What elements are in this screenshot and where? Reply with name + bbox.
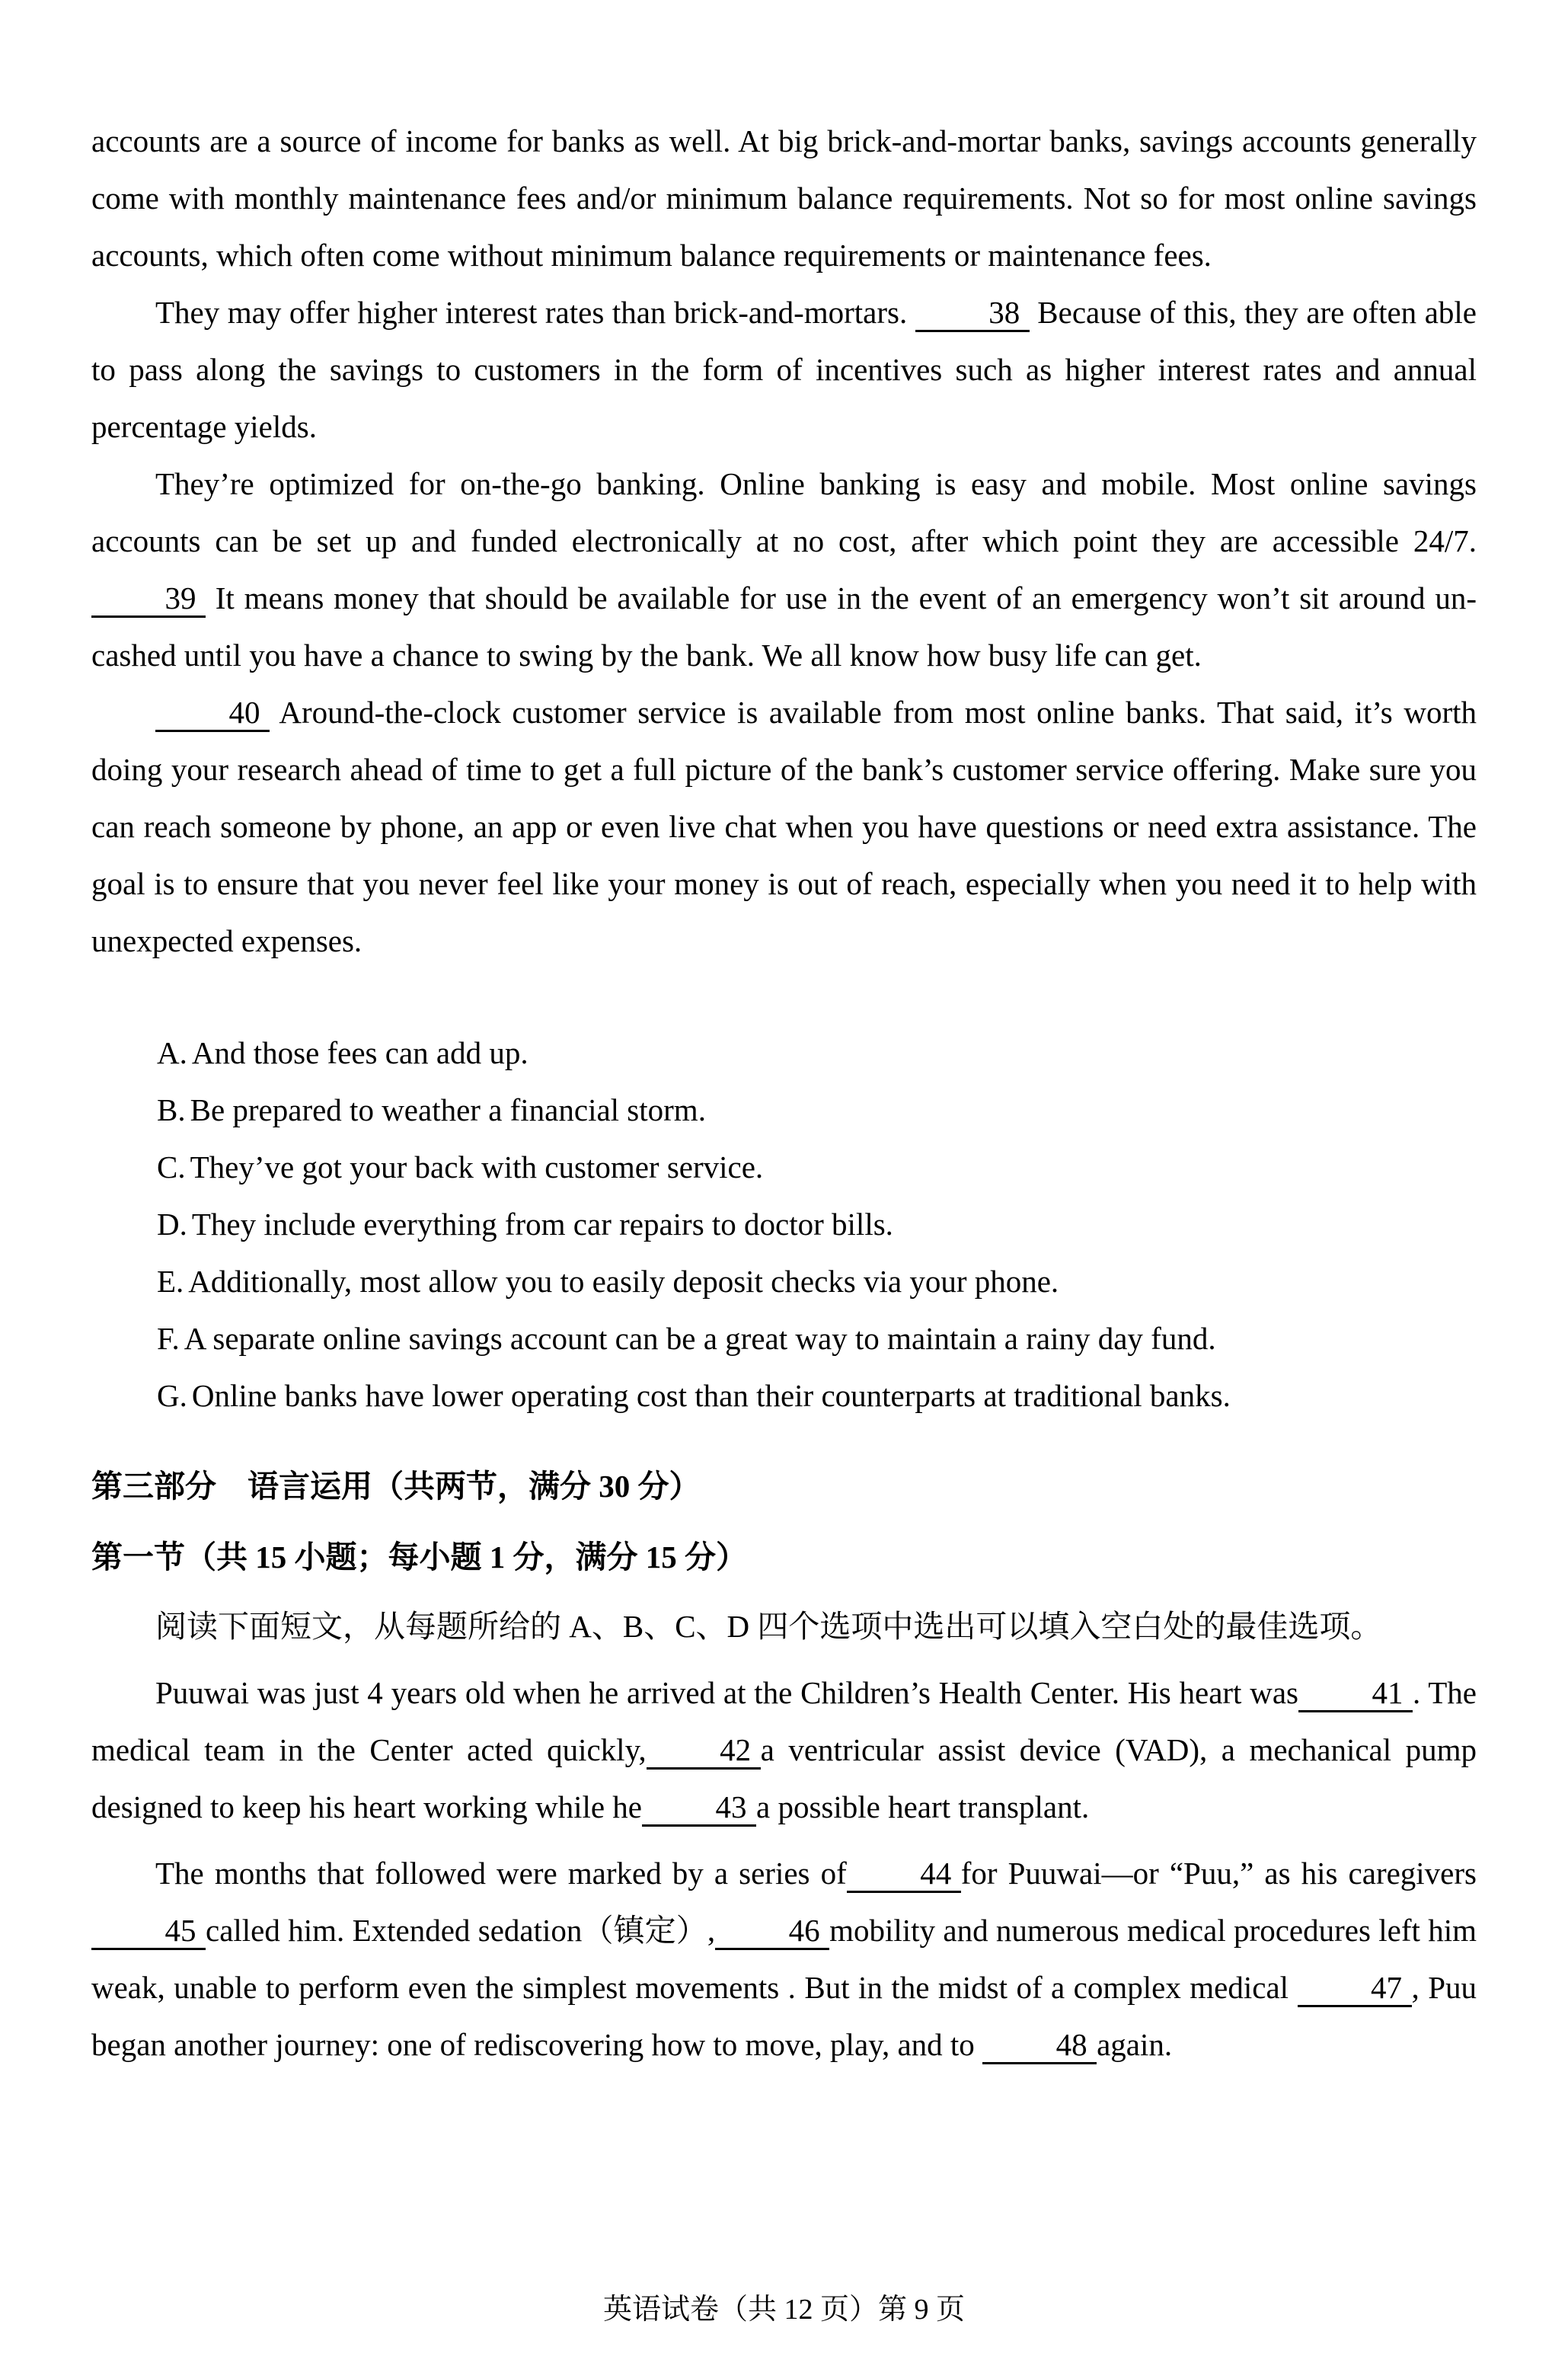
text-run: mobility and numerous medical procedures left him weak, unable to perform even the simplest movements . But in the midst of a complex medical: [91, 1913, 1477, 2005]
page-footer: 英语试卷（共 12 页）第 9 页: [602, 2294, 965, 2326]
option-F-text: A separate online savings account can be a great way to maintain a rainy day fund.: [184, 1321, 1216, 1356]
text-run: , Puu began another journey: one of rediscovering how to move, play, and to: [91, 1970, 1477, 2062]
text-run: They may offer higher interest rates than brick-and-mortars.: [155, 295, 915, 330]
text-run: a ventricular assist device (VAD), a mechanical pump designed to keep his heart working while he: [91, 1732, 1477, 1824]
option-E: [157, 1253, 1477, 1310]
option-E-label: E.: [157, 1264, 184, 1299]
text-run: Around-the-clock customer service is available from most online banks. That said, it’s worth doing your research ahead of time to get a full picture of the bank’s customer service offering. Make sure you can reach someone by phone, an app or even live chat when you have questions or need extra assistance. The goal is to ensure that you never feel like your money is out of reach, especially when you need it to help with unexpected expenses.: [91, 695, 1477, 958]
text-run: . The medical team in the Center acted quickly,: [91, 1675, 1477, 1767]
option-G-label: G.: [157, 1378, 187, 1413]
passage-paragraph-1: [91, 113, 1477, 284]
blank-46: 46: [715, 1913, 829, 1950]
text-run: It means money that should be available for use in the event of an emergency won’t sit around un-cashed until you have a chance to swing by the bank. We all know how busy life can get.: [91, 580, 1477, 673]
blank-47: 47: [1298, 1970, 1412, 2007]
blank-45: 45: [91, 1913, 206, 1950]
option-B-text: Be prepared to weather a financial storm.: [190, 1092, 706, 1127]
text-run: The months that followed were marked by a series of: [155, 1856, 847, 1891]
blank-43: 43: [642, 1789, 756, 1827]
text-run: They’re optimized for on-the-go banking. Online banking is easy and mobile. Most online savings accounts can be set up and funded electronically at no cost, after which point they are accessible 24/7.: [91, 466, 1477, 558]
option-G-text: Online banks have lower operating cost than their counterparts at traditional banks.: [191, 1378, 1231, 1413]
blank-40: 40: [155, 695, 270, 732]
option-D: [157, 1196, 1477, 1253]
option-C: [157, 1139, 1477, 1196]
cloze-paragraph-1: [91, 1664, 1477, 1836]
option-B: [157, 1082, 1477, 1139]
option-A: [157, 1025, 1477, 1082]
option-A-label: A.: [157, 1035, 187, 1070]
blank-42: 42: [647, 1732, 761, 1770]
option-C-label: C.: [157, 1149, 186, 1185]
text-run: Because of this, they are often able to pass along the savings to customers in the form of incentives such as higher interest rates and annual percentage yields.: [91, 295, 1477, 444]
option-A-text: And those fees can add up.: [191, 1035, 529, 1070]
cloze-instruction: 阅读下面短文，从每题所给的 A、B、C、D 四个选项中选出可以填入空白处的最佳选项。: [155, 1609, 1382, 1644]
passage-paragraph-2: [91, 284, 1477, 456]
text-run: again.: [1097, 2027, 1173, 2062]
cloze-paragraph-2: [91, 1845, 1477, 2073]
option-B-label: B.: [157, 1092, 186, 1127]
option-F-label: F.: [157, 1321, 180, 1356]
blank-38: 38: [915, 295, 1030, 332]
option-F: [157, 1310, 1477, 1367]
option-D-text: They include everything from car repairs to doctor bills.: [191, 1207, 893, 1242]
reading-passage: [91, 113, 1477, 970]
text-run: Puuwai was just 4 years old when he arrived at the Children’s Health Center. His heart was: [155, 1675, 1298, 1710]
text-run: for Puuwai—or “Puu,” as his caregivers: [960, 1856, 1477, 1891]
blank-44: 44: [847, 1856, 961, 1893]
blank-41: 41: [1298, 1675, 1413, 1712]
text-run: a possible heart transplant.: [756, 1789, 1090, 1824]
text-run: called him. Extended sedation（镇定）,: [206, 1913, 716, 1948]
part3-heading: 第三部分 语言运用（共两节，满分 30 分）: [91, 1469, 701, 1504]
option-list: [91, 1025, 1477, 1424]
option-D-label: D.: [157, 1207, 187, 1242]
text-run: accounts are a source of income for banks as well. At big brick-and-mortar banks, savings accounts generally come with monthly maintenance fees and/or minimum balance requirements. Not so for most online savings accounts, which often come without minimum balance requirements or maintenance fees.: [91, 123, 1477, 273]
option-C-text: They’ve got your back with customer service.: [190, 1149, 764, 1185]
passage-paragraph-4: [91, 684, 1477, 970]
part3-section1-heading: 第一节（共 15 小题；每小题 1 分，满分 15 分）: [91, 1539, 747, 1575]
option-G: [157, 1367, 1477, 1424]
option-E-text: Additionally, most allow you to easily deposit checks via your phone.: [188, 1264, 1059, 1299]
passage-paragraph-3: [91, 456, 1477, 684]
blank-48: 48: [982, 2027, 1097, 2064]
blank-39: 39: [91, 580, 206, 618]
